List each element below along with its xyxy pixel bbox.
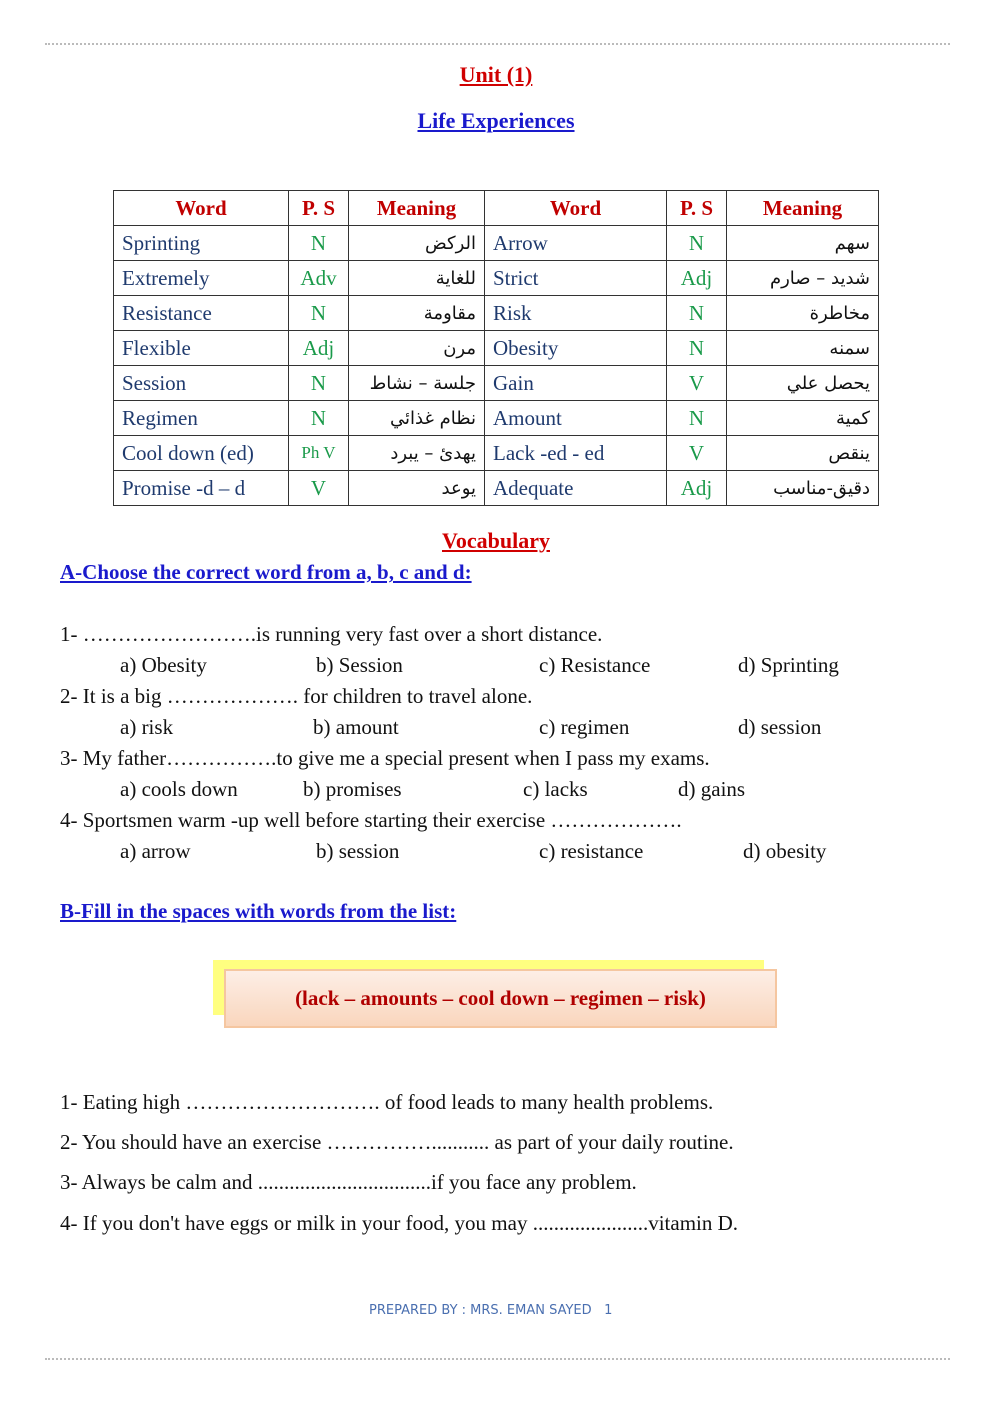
cell-part-of-speech: Adj [667, 471, 727, 506]
section-b-heading: B-Fill in the spaces with words from the list: [60, 899, 457, 923]
cell-part-of-speech: N [289, 366, 349, 401]
cell-meaning: دقيق-مناسب [727, 471, 879, 506]
cell-meaning: يحصل علي [727, 366, 879, 401]
question-text: 4- Sportsmen warm -up well before starting their exercise ………………. [60, 808, 682, 832]
bottom-dotted-border [45, 1358, 950, 1360]
cell-meaning: للغاية [349, 261, 485, 296]
answer-option: d) obesity [743, 839, 827, 863]
cell-meaning: كمية [727, 401, 879, 436]
footer-text: PREPARED BY : MRS. EMAN SAYED [369, 1303, 592, 1318]
cell-word: Lack -ed - ed [485, 436, 667, 471]
fill-sentence: 4- If you don't have eggs or milk in your food, you may ......................vitamin D. [60, 1211, 739, 1235]
cell-part-of-speech: N [289, 226, 349, 261]
table-row [114, 401, 879, 436]
cell-meaning: نظام غذائي [349, 401, 485, 436]
cell-meaning: ينقص [727, 436, 879, 471]
cell-meaning: سمنه [727, 331, 879, 366]
cell-part-of-speech: N [289, 401, 349, 436]
answer-option: b) Session [316, 653, 403, 677]
question-text: 2- It is a big ………………. for children to travel alone. [60, 684, 533, 708]
answer-option: b) promises [303, 777, 402, 801]
table-row [114, 226, 879, 261]
fill-sentence: 3- Always be calm and .................................if you face any problem. [60, 1170, 637, 1194]
cell-part-of-speech: N [667, 331, 727, 366]
header-ps: P. S [667, 191, 727, 226]
answer-option: d) Sprinting [738, 653, 839, 677]
cell-part-of-speech: Adj [289, 331, 349, 366]
header-word: Word [485, 191, 667, 226]
cell-meaning: الركض [349, 226, 485, 261]
cell-meaning: مقاومة [349, 296, 485, 331]
answer-option: b) session [316, 839, 400, 863]
lesson-title: Life Experiences [417, 108, 575, 133]
cell-meaning: سهم [727, 226, 879, 261]
table-row [114, 296, 879, 331]
cell-word: Cool down (ed) [114, 436, 289, 471]
cell-word: Gain [485, 366, 667, 401]
question-text: 1- …………………….is running very fast over a short distance. [60, 622, 603, 646]
header-meaning: Meaning [349, 191, 485, 226]
header-meaning: Meaning [727, 191, 879, 226]
vocabulary-table [113, 190, 879, 506]
cell-word: Adequate [485, 471, 667, 506]
cell-part-of-speech: N [289, 296, 349, 331]
answer-option: c) lacks [523, 777, 588, 801]
word-list: (lack – amounts – cool down – regimen – risk) [295, 986, 706, 1010]
cell-meaning: يوعد [349, 471, 485, 506]
cell-part-of-speech: N [667, 226, 727, 261]
page-number: 1 [604, 1303, 613, 1318]
cell-word: Amount [485, 401, 667, 436]
cell-word: Extremely [114, 261, 289, 296]
cell-word: Session [114, 366, 289, 401]
cell-word: Strict [485, 261, 667, 296]
cell-part-of-speech: V [667, 366, 727, 401]
table-row [114, 366, 879, 401]
vocabulary-heading: Vocabulary [442, 528, 550, 553]
cell-part-of-speech: V [667, 436, 727, 471]
question-text: 3- My father…………….to give me a special present when I pass my exams. [60, 746, 710, 770]
answer-option: b) amount [313, 715, 399, 739]
cell-meaning: شديد – صارم [727, 261, 879, 296]
table-header [114, 191, 879, 226]
cell-word: Sprinting [114, 226, 289, 261]
cell-part-of-speech: Adv [289, 261, 349, 296]
table-row [114, 261, 879, 296]
cell-word: Arrow [485, 226, 667, 261]
fill-sentence: 2- You should have an exercise ……………........... as part of your daily routine. [60, 1130, 734, 1154]
table-row [114, 331, 879, 366]
cell-word: Regimen [114, 401, 289, 436]
footer [369, 1303, 612, 1318]
table-row [114, 471, 879, 506]
cell-part-of-speech: V [289, 471, 349, 506]
cell-meaning: يهدئ – يبرد [349, 436, 485, 471]
answer-option: c) resistance [539, 839, 644, 863]
answer-option: a) Obesity [120, 653, 207, 677]
answer-option: c) regimen [539, 715, 630, 739]
answer-option: a) risk [120, 715, 174, 739]
section-a-heading: A-Choose the correct word from a, b, c and d: [60, 560, 472, 584]
answer-option: d) gains [678, 777, 746, 801]
cell-part-of-speech: Ph V [289, 436, 349, 471]
cell-word: Resistance [114, 296, 289, 331]
answer-option: c) Resistance [539, 653, 651, 677]
unit-title: Unit (1) [459, 62, 533, 87]
cell-meaning: مخاطرة [727, 296, 879, 331]
cell-word: Obesity [485, 331, 667, 366]
table-row [114, 436, 879, 471]
cell-part-of-speech: Adj [667, 261, 727, 296]
cell-part-of-speech: N [667, 296, 727, 331]
top-dotted-border [45, 43, 950, 45]
answer-option: d) session [738, 715, 822, 739]
fill-sentence: 1- Eating high ………………………. of food leads to many health problems. [60, 1090, 714, 1114]
cell-word: Flexible [114, 331, 289, 366]
answer-option: a) arrow [120, 839, 191, 863]
cell-word: Risk [485, 296, 667, 331]
header-ps: P. S [289, 191, 349, 226]
header-word: Word [114, 191, 289, 226]
cell-word: Promise -d – d [114, 471, 289, 506]
cell-meaning: مرن [349, 331, 485, 366]
answer-option: a) cools down [120, 777, 238, 801]
word-list-box [224, 969, 777, 1028]
cell-meaning: جلسة – نشاط [349, 366, 485, 401]
cell-part-of-speech: N [667, 401, 727, 436]
